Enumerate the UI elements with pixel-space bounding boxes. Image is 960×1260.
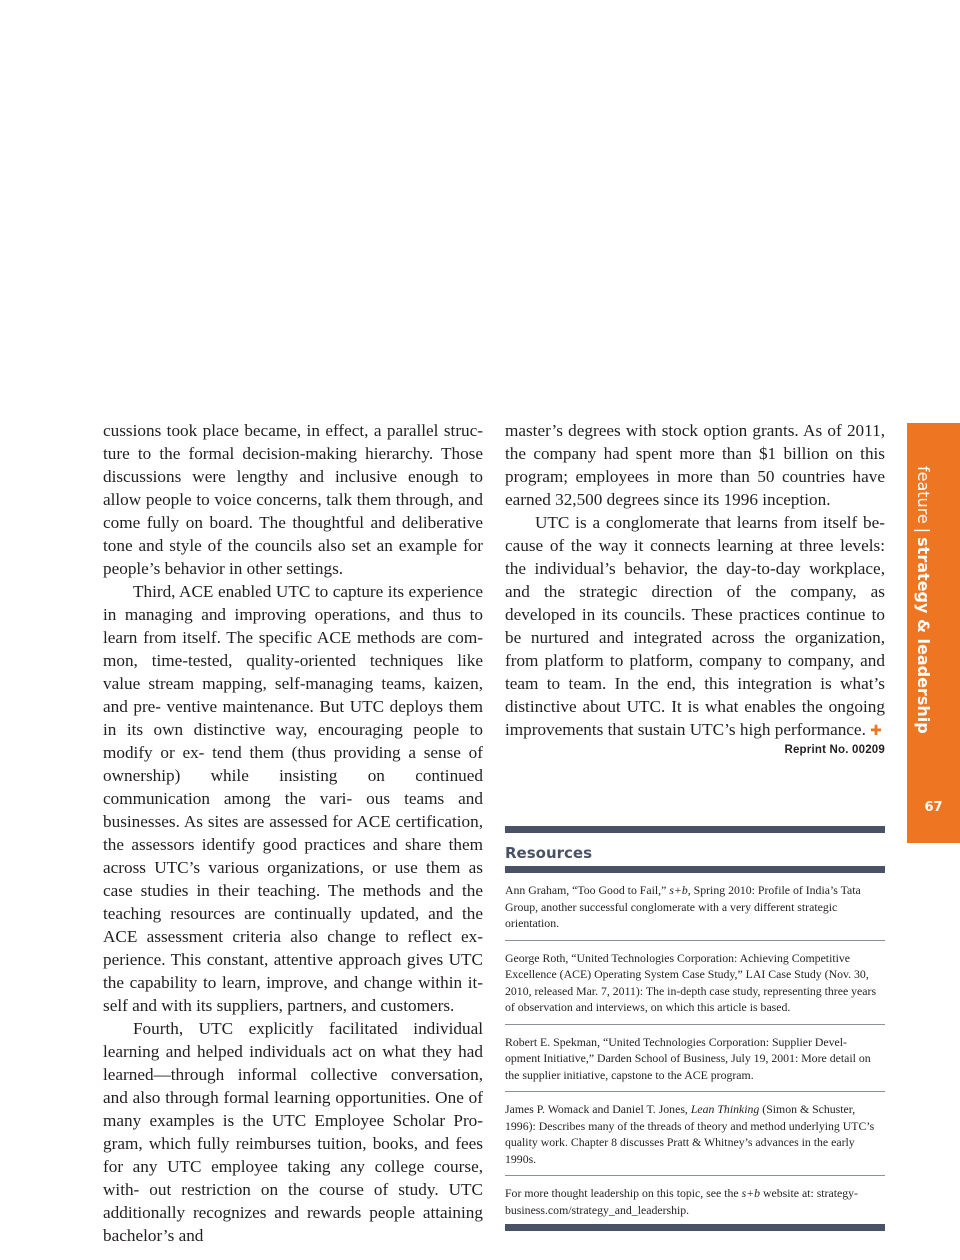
resource-entry: George Roth, “United Technologies Corporation: Achieving Competitive Excellence (ACE) Operating System Case Study,” LAI Case Study (Nov. 30, 2010, released Mar. 7, 2011): The in-depth case study, representing three years of observation and interviews, on which this article is based. — [505, 941, 885, 1025]
resource-entry — [505, 873, 885, 941]
section-name: feature — [914, 466, 933, 524]
reprint-number: Reprint No. 00209 — [784, 744, 885, 756]
body-paragraph: cussions took place became, in effect, a parallel struc- ture to the formal decision-making hierarchy. Those discussions were lengthy and inclusive enough to allow people to voice concerns, talk them through, and come fully on board. The thoughtful and deliberative tone and style of the councils also set an example for people’s behavior in other settings. — [103, 421, 483, 578]
resource-text: For more thought leadership on this topic, see the — [505, 1186, 742, 1200]
book-title: Lean Thinking — [690, 1102, 760, 1116]
resources-bottom-rule — [505, 1224, 885, 1231]
section-separator: | — [914, 527, 933, 534]
resource-entry — [505, 1092, 885, 1176]
resource-text: Spring 2010: Profile of India’s Tata Group, another successful conglomerate with a very different strategic orientation. — [505, 883, 861, 930]
section-topic: strategy & leadership — [914, 537, 933, 734]
article-column-left — [103, 419, 483, 1247]
body-paragraph: Fourth, UTC explicitly facilitated individual learning and helped individuals act on what they had learned—through informal collective conversation, and also through formal learning opportunities. One of many examples is the UTC Employee Scholar Pro- gram, which fully reimburses tuition, books, and fees for any UTC employee taking any college course, with- out restriction on the course of study. UTC additionally recognizes and rewards people attaining bachelor’s and — [103, 1019, 483, 1245]
body-paragraph: Third, ACE enabled UTC to capture its experience in managing and improving operations, and thus to learn from itself. The specific ACE methods are com- mon, time-tested, quality-oriented techniques like value stream mapping, self-managing teams, kaizen, and pre- ventive maintenance. But UTC deploys them in its own distinctive way, encouraging people to modify or ex- tend them (thus providing a sense of ownership) while insisting on continued communication among the vari- ous teams and businesses. As sites are assessed for ACE certification, the assessors identify good practices and share them across UTC’s various organizations, or use them as case studies in their teaching. The methods and the teaching resources are continually updated, and the ACE assessment criteria also change to reflect ex- perience. This constant, attentive approach gives UTC the capability to learn, improve, and change within it- self and with its suppliers, partners, and customers. — [103, 582, 483, 1015]
resource-entry — [505, 1176, 885, 1224]
resource-text: Ann Graham, “Too Good to Fail,” — [505, 883, 670, 897]
body-paragraph — [505, 511, 885, 743]
resource-entry: Robert E. Spekman, “United Technologies Corporation: Supplier Devel- opment Initiative,” Darden School of Business, July 19, 2001: More detail on the supplier initiative, capstone to the ACE program. — [505, 1025, 885, 1093]
publication-name: s+b — [741, 1186, 761, 1200]
publication-name: s+b, — [669, 883, 691, 897]
resources-top-rule — [505, 826, 885, 833]
resources-title-rule — [505, 866, 885, 873]
resource-text: website at: strategy-business.com/strategy_and_leadership. — [505, 1186, 858, 1217]
resource-text: (Simon & Schuster, 1996): Describes many of the threads of theory and method underlying UTC’s quality work. Chapter 8 discusses Pratt & Whitney’s advances in the early 1990s. — [505, 1102, 875, 1166]
body-paragraph: master’s degrees with stock option grants. As of 2011, the company had spent more than $1 billion on this program; employees in more than 50 countries have earned 32,500 degrees since its 1996 inception. — [505, 421, 885, 509]
article-column-right — [505, 419, 885, 743]
resources-title: Resources — [505, 844, 593, 862]
end-mark-plus-icon: ✚ — [870, 723, 882, 739]
resource-text: James P. Womack and Daniel T. Jones, — [505, 1102, 691, 1116]
page-number: 67 — [924, 800, 943, 815]
body-paragraph-text: UTC is a conglomerate that learns from itself be- cause of the way it connects learning at three levels: the individual’s behavior, the day-to-day workplace, and the strategic direction of the company, as developed in its councils. These practices continue to be nurtured and integrated across the organization, from platform to platform, company to company, and team to team. In the end, this integration is what’s distinctive about UTC. It is what enables the ongoing improvements that sustain UTC’s high performance. — [505, 513, 885, 739]
section-label — [914, 466, 933, 734]
resources-box — [505, 826, 885, 1231]
